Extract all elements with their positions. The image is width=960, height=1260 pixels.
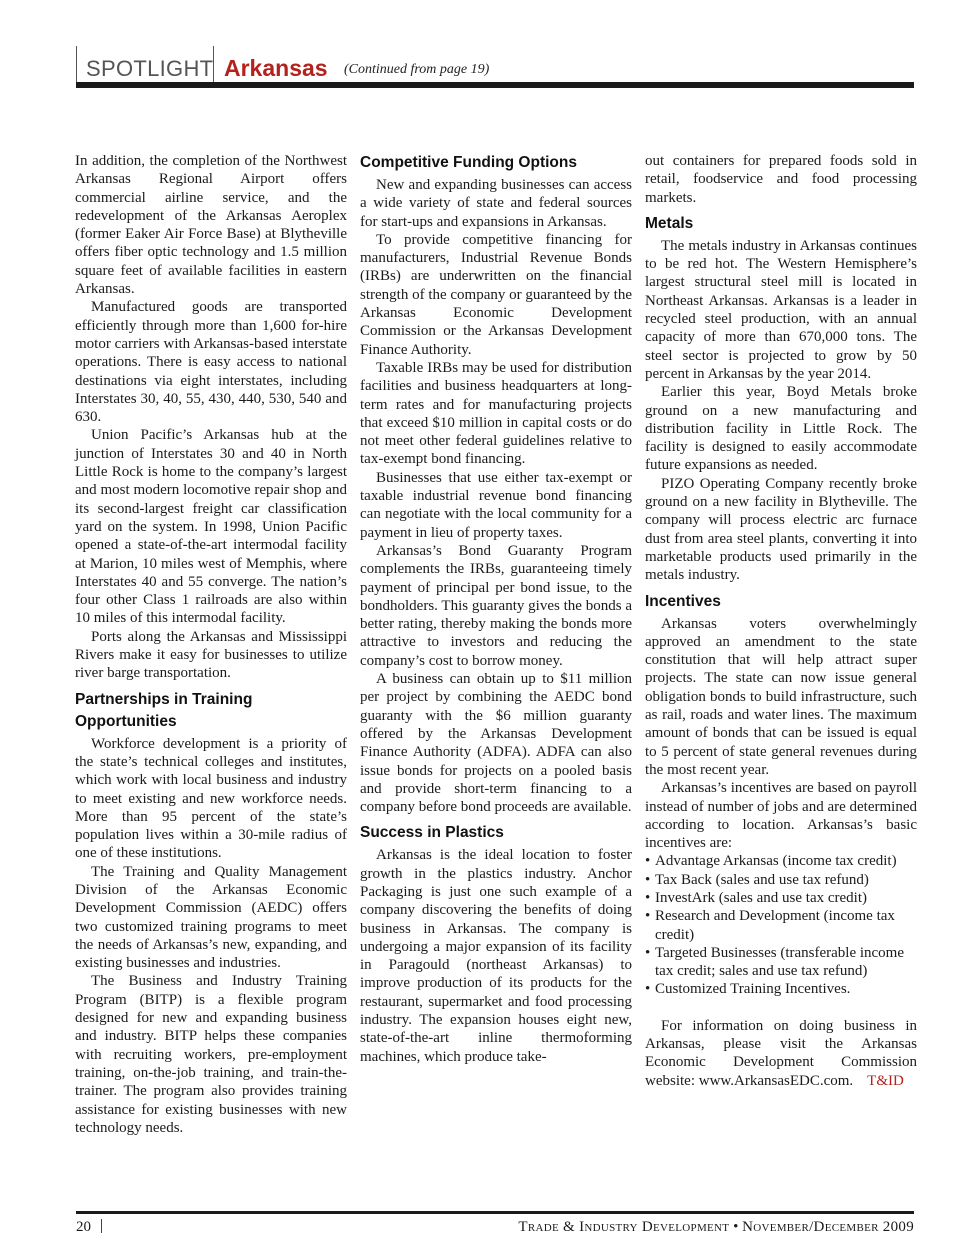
footer-tick	[101, 1219, 102, 1233]
paragraph: Arkansas’s Bond Guaranty Program complements the IRBs, guaranteeing timely payment of principal per bond issue, to the bondholders. This guaranty gives the bonds a better rating, thereby making the bonds more attractive to investors and reducing the company’s cost to borrow money.	[360, 542, 632, 669]
footer-bullet: •	[733, 1219, 739, 1235]
subheading-plastics: Success in Plastics	[360, 824, 504, 842]
section-title: Arkansas	[224, 55, 328, 81]
end-mark: T&ID	[867, 1072, 904, 1089]
paragraph: To provide competitive financing for manufacturers, Industrial Revenue Bonds (IRBs) are underwritten on the financial strength of the company or guaranteed by the Arkansas Economic Development Commission or the Arkansas Development Finance Authority.	[360, 231, 632, 358]
contact-text: For information on doing business in Arkansas, please visit the Arkansas Economic Development Commission website: www.ArkansasEDC.com.	[645, 1017, 917, 1089]
continued-note: (Continued from page 19)	[344, 62, 490, 77]
subheading-training: Partnerships in Training Opportunities	[75, 690, 253, 730]
header-left-rule	[76, 46, 77, 86]
subheading-metals: Metals	[645, 214, 694, 232]
paragraph: Manufactured goods are transported efficiently through more than 1,600 for-hire motor carriers with Arkansas-based interstate operations. There is easy access to national destinations via eight interstates, including Interstates 30, 40, 55, 430, 440, 530, 540 and 630.	[75, 299, 347, 426]
paragraph: Arkansas voters overwhelmingly approved an amendment to the state constitution that will help attract super projects. The state can now issue general obligation bonds to build infrastructure, such as rail, roads and water lines. The maximum amount of bonds that can be issued is equal to 5 percent of state general revenues during the most recent year.	[645, 615, 917, 778]
paragraph: Union Pacific’s Arkansas hub at the junction of Interstates 30 and 40 in North Little Rock is home to the company’s largest and most modern locomotive repair shop and its second-largest freight car classification yard on the system. In 1998, Union Pacific opened a state-of-the-art intermodal facility at Marion, 10 miles west of Memphis, where Interstates 40 and 55 converge. The nation’s four other Class 1 railroads are also within 10 miles of this intermodal facility.	[75, 427, 347, 627]
subheading-funding: Competitive Funding Options	[360, 154, 577, 171]
header-separator	[213, 46, 214, 86]
paragraph: The Training and Quality Management Division of the Arkansas Economic Development Commission (AEDC) offers two customized training programs to meet the needs of Arkansas’s new, expanding, and existing businesses and industries.	[75, 863, 347, 972]
list-item: • InvestArk (sales and use tax credit)	[645, 889, 917, 907]
list-item: • Advantage Arkansas (income tax credit)	[645, 852, 917, 870]
article-column-3	[645, 152, 917, 1090]
paragraph: Workforce development is a priority of the state’s technical colleges and institutes, which work with local business and industry to meet existing and new workforce needs. More than 95 percent of the state’s population lives within a 30-mile radius of one of these institutions.	[75, 735, 347, 862]
footer-publication-line	[518, 1219, 914, 1236]
section-kicker: SPOTLIGHT	[86, 56, 214, 81]
list-item: • Targeted Businesses (transferable income tax credit; sales and use tax refund)	[645, 944, 917, 981]
spacer	[645, 999, 917, 1017]
paragraph: out containers for prepared foods sold in retail, foodservice and food processing markets.	[645, 153, 917, 206]
publication-name: Trade & Industry Development	[518, 1219, 730, 1235]
page-number: 20	[76, 1219, 91, 1235]
list-item: • Research and Development (income tax credit)	[645, 907, 917, 944]
issue-date: November/December 2009	[742, 1219, 914, 1235]
header-rule	[76, 82, 914, 88]
list-item: • Tax Back (sales and use tax refund)	[645, 871, 917, 889]
paragraph: PIZO Operating Company recently broke ground on a new facility in Blytheville. The company will process electric arc furnace dust from area steel plants, converting it into marketable products used primarily in the metals industry.	[645, 475, 917, 584]
paragraph: Arkansas is the ideal location to foster growth in the plastics industry. Anchor Packaging is just one such example of a company discovering the benefits of doing business in Arkansas. The company is undergoing a major expansion of its facility in Paragould (northeast Arkansas) to improve production of its products for the restaurant, supermarket and food processing industry. The expansion houses eight new, state-of-the-art inline thermoforming machines, which produce take-	[360, 847, 632, 1065]
paragraph: A business can obtain up to $11 million per project by combining the AEDC bond guaranty with the $6 million guaranty offered by the Arkansas Development Finance Authority (ADFA). ADFA can also issue bonds for projects on a pooled basis and provide short-term financing to a company before bond proceeds are available.	[360, 671, 632, 816]
paragraph: The metals industry in Arkansas continues to be red hot. The Western Hemisphere’s largest structural steel mill is located in Northeast Arkansas. Arkansas is a leader in recycled steel production, with an annual capacity of more than 670,000 tons. The steel sector is projected to grow by 50 percent in Arkansas by the year 2014.	[645, 237, 917, 382]
article-column-1	[75, 152, 347, 1137]
paragraph: New and expanding businesses can access a wide variety of state and federal sources for start-ups and expansions in Arkansas.	[360, 177, 632, 230]
paragraph: Earlier this year, Boyd Metals broke ground on a new manufacturing and distribution facility in Little Rock. The facility is designed to easily accommodate future expansions as needed.	[645, 384, 917, 474]
list-item: • Customized Training Incentives.	[645, 980, 917, 998]
paragraph-contact	[645, 1017, 917, 1090]
footer-rule	[76, 1211, 914, 1214]
page-header	[76, 44, 914, 90]
paragraph: Businesses that use either tax-exempt or taxable industrial revenue bond financing can negotiate with the local community for a payment in lieu of property taxes.	[360, 469, 632, 541]
paragraph: In addition, the completion of the Northwest Arkansas Regional Airport offers commercial airline service, and the redevelopment of the Arkansas Aeroplex (former Eaker Air Force Base) at Blytheville offers fiber optic technology and 1.5 million square feet of available facilities in eastern Arkansas.	[75, 153, 347, 298]
paragraph: The Business and Industry Training Program (BITP) is a flexible program designed for new and expanding business and industry. BITP helps these companies with recruiting workers, pre-employment training, on-the-job training, and train-the-trainer. The program also provides training assistance for existing businesses with new technology needs.	[75, 973, 347, 1136]
article-column-2	[360, 152, 632, 1066]
paragraph: Arkansas’s incentives are based on payroll instead of number of jobs and are determined according to location. Arkansas’s basic incentives are:	[645, 780, 917, 852]
incentives-list	[645, 852, 917, 998]
paragraph: Taxable IRBs may be used for distribution facilities and business headquarters at long-term rates and for manufacturing projects that exceed $10 million in capital costs or do not meet other federal guidelines relative to tax-exempt bond financing.	[360, 359, 632, 468]
paragraph: Ports along the Arkansas and Mississippi Rivers make it easy for businesses to utilize river barge transportation.	[75, 628, 347, 682]
subheading-incentives: Incentives	[645, 592, 721, 610]
